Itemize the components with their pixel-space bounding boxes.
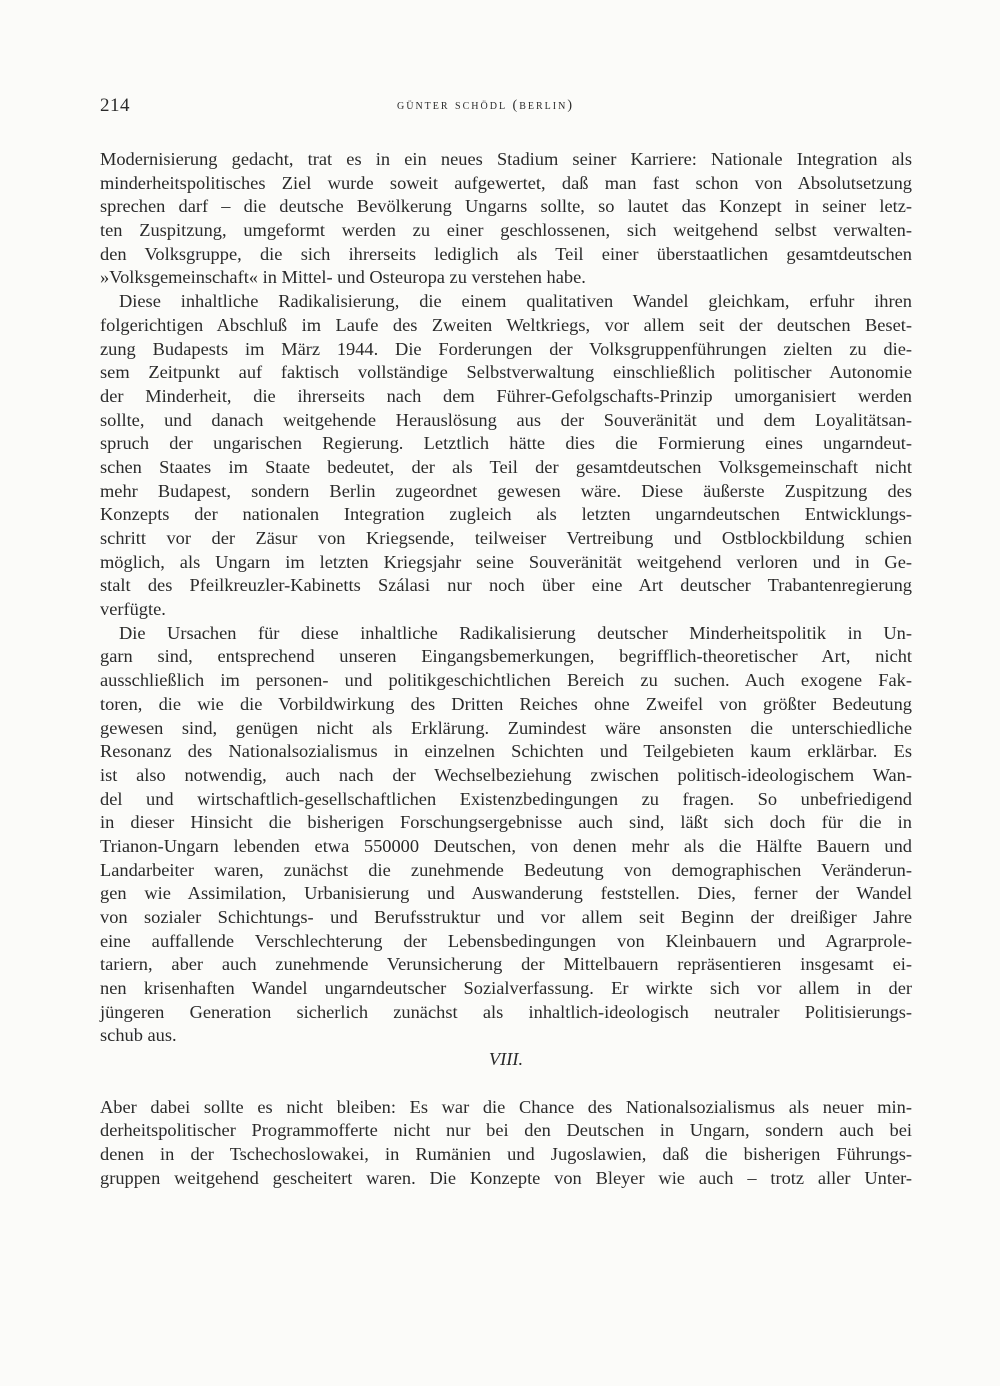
text-line: von sozialer Schichtungs- und Berufsstruktur und vor allem seit Beginn der dreißiger Jahre bbox=[100, 907, 912, 927]
text-line: Resonanz des Nationalsozialismus in einzelnen Schichten und Teilgebieten kaum erklärbar. Es bbox=[100, 741, 912, 762]
text-line: mehr Budapest, sondern Berlin zugeordnet gewesen wäre. Diese äußerste Zuspitzung des bbox=[100, 480, 912, 501]
text-line: ausschließlich im personen- und politikgeschichtlichen Bereich zu suchen. Auch exogene Fak- bbox=[100, 670, 912, 691]
page-header bbox=[100, 95, 912, 123]
text-line: gewesen sind, genügen nicht als Erklärung. Zumindest wäre ansonsten die unterschiedliche bbox=[100, 717, 912, 738]
text-line: den Volksgruppe, die sich ihrerseits lediglich als Teil einer überstaatlichen gesamtdeutschen bbox=[100, 243, 912, 264]
text-line: eine auffallende Verschlechterung der Lebensbedingungen von Kleinbauern und Agrarprole- bbox=[100, 930, 912, 951]
text-line: Modernisierung gedacht, trat es in ein neues Stadium seiner Karriere: Nationale Integration als bbox=[100, 149, 912, 169]
text-line: folgerichtigen Abschluß im Laufe des Zweiten Weltkriegs, vor allem seit der deutschen Beset- bbox=[100, 314, 912, 335]
paragraph-4 bbox=[100, 1096, 912, 1191]
text-line: schritt vor der Zäsur von Kriegsende, teilweiser Vertreibung und Ostblockbildung schien bbox=[100, 528, 912, 548]
text-line: Diese inhaltliche Radikalisierung, die einem qualitativen Wandel gleichkam, erfuhr ihren bbox=[119, 291, 912, 312]
text-line: del und wirtschaftlich-gesellschaftlichen Existenzbedingungen zu fragen. So unbefriedigend bbox=[100, 788, 912, 809]
text-line: Landarbeiter waren, zunächst die zunehmende Bedeutung von demographischen Veränderun- bbox=[100, 859, 912, 880]
paragraph-2 bbox=[100, 290, 912, 622]
text-line: nen krisenhaften Wandel ungarndeutscher Sozialverfassung. Er wirkte sich vor allem in der bbox=[100, 978, 912, 999]
text-line: toren, die wie die Vorbildwirkung des Dritten Reiches ohne Zweifel von größter Bedeutung bbox=[100, 693, 912, 714]
section-heading: VIII. bbox=[488, 1049, 524, 1070]
text-line: Konzepts der nationalen Integration zugleich als letzten ungarndeutschen Entwicklungs- bbox=[100, 504, 912, 525]
text-line: Aber dabei sollte es nicht bleiben: Es war die Chance des Nationalsozialismus als neuer min- bbox=[100, 1096, 912, 1117]
text-line: stalt des Pfeilkreuzler-Kabinetts Szálasi nur noch über eine Art deutscher Trabantenregierung bbox=[100, 575, 912, 596]
text-line: in dieser Hinsicht die bisherigen Forschungsergebnisse auch sind, läßt sich doch für die in bbox=[100, 812, 912, 833]
text-line: gen wie Assimilation, Urbanisierung und Auswanderung feststellen. Dies, ferner der Wandel bbox=[100, 883, 912, 904]
paragraph-1 bbox=[100, 148, 912, 290]
text-line: möglich, als Ungarn im letzten Kriegsjahr seine Souveränität weitgehend verloren und in Ge- bbox=[100, 551, 912, 572]
body-text bbox=[100, 148, 912, 1190]
text-line: sprechen darf – die deutsche Bevölkerung Ungarns sollte, so lautet das Konzept in seiner letz- bbox=[100, 196, 912, 217]
page-number: 214 bbox=[100, 95, 130, 116]
text-line: minderheitspolitisches Ziel wurde soweit aufgewertet, daß man fast schon von Absolutsetzung bbox=[100, 172, 912, 193]
text-line: garn sind, entsprechend unseren Eingangsbemerkungen, begrifflich-theoretischer Art, nicht bbox=[100, 646, 912, 667]
text-line: ten Zuspitzung, umgeformt werden zu einer geschlossenen, sich weitgehend selbst verwalten- bbox=[100, 220, 912, 241]
text-line: schen Staates im Staate bedeutet, der als Teil der gesamtdeutschen Volksgemeinschaft nicht bbox=[100, 456, 912, 477]
text-line: sem Zeitpunkt auf faktisch vollständige Selbstverwaltung einschließlich politischer Autonomie bbox=[100, 362, 912, 383]
text-line: gruppen weitgehend gescheitert waren. Die Konzepte von Bleyer wie auch – trotz aller Unter- bbox=[100, 1167, 912, 1188]
section-spacer bbox=[100, 1072, 912, 1096]
text-line: spruch der ungarischen Regierung. Letztlich hätte dies die Formierung eines ungarndeut- bbox=[100, 433, 912, 454]
text-line: tariern, aber auch zunehmende Verunsicherung der Mittelbauern repräsentieren insgesamt ei- bbox=[100, 954, 912, 975]
text-line: verfügte. bbox=[100, 599, 166, 620]
text-line: zung Budapests im März 1944. Die Forderungen der Volksgruppenführungen zielten zu die- bbox=[100, 338, 912, 359]
text-line: »Volksgemeinschaft« in Mittel- und Osteuropa zu verstehen habe. bbox=[100, 267, 586, 288]
text-line: denen in der Tschechoslowakei, in Rumänien und Jugoslawien, daß die bisherigen Führungs- bbox=[100, 1143, 912, 1164]
text-line: derheitspolitischer Programmofferte nicht nur bei den Deutschen in Ungarn, sondern auch bei bbox=[100, 1120, 912, 1141]
text-line: schub aus. bbox=[100, 1025, 177, 1046]
running-head: günter schödl (berlin) bbox=[397, 98, 574, 113]
text-line: sollte, und danach weitgehende Herauslösung aus der Souveränität und dem Loyalitätsan- bbox=[100, 409, 912, 430]
text-line: Trianon-Ungarn lebenden etwa 550000 Deutschen, von denen mehr als die Hälfte Bauern und bbox=[100, 835, 912, 856]
text-line: jüngeren Generation sicherlich zunächst als inhaltlich-ideologisch neutraler Politisierungs- bbox=[100, 1001, 912, 1022]
paragraph-3 bbox=[100, 622, 912, 1048]
text-line: ist also notwendig, auch nach der Wechselbeziehung zwischen politisch-ideologischem Wan- bbox=[100, 764, 912, 785]
text-line: der Minderheit, die ihrerseits nach dem Führer-Gefolgschafts-Prinzip umorganisiert werden bbox=[100, 385, 912, 406]
text-line: Die Ursachen für diese inhaltliche Radikalisierung deutscher Minderheitspolitik in Un- bbox=[119, 622, 912, 643]
